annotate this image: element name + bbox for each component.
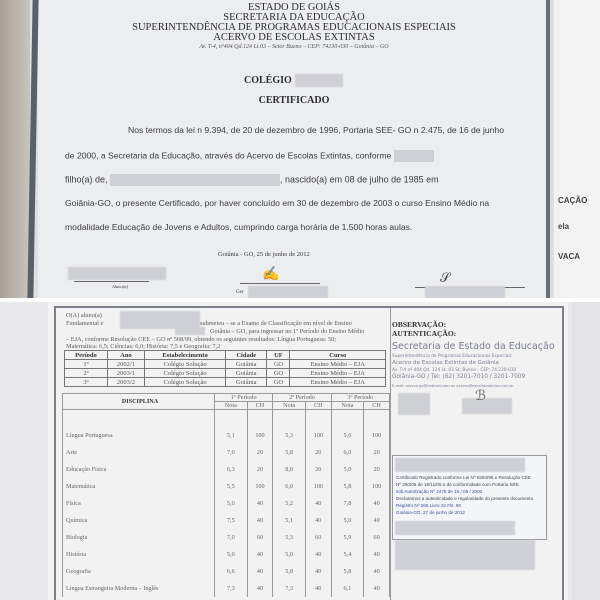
grade-cell: 40 [364, 512, 390, 529]
stamp-line: Acervo de Escolas Extintas de Goiânia [392, 360, 499, 366]
grade-cell: 100 [364, 478, 390, 495]
body-line: filho(a) de, [65, 174, 108, 185]
redacted-manager [248, 286, 328, 298]
grade-cell: 20 [247, 461, 273, 478]
intro-line: Fundamental e [66, 320, 104, 327]
header-line: ESTADO DE GOIÁS [248, 2, 340, 13]
body-line: modalidade Educação de Jovens e Adultos, cumprindo carga horária de 1.500 horas aulas. [65, 222, 413, 232]
stamp-line: Goiânia-GO / Tel: (62) 3201-7010 / 3201-7009 [392, 374, 526, 380]
grade-cell: 60 [364, 529, 390, 546]
observation-label: OBSERVAÇÃO: [392, 320, 447, 329]
grade-cell: 40 [364, 563, 390, 580]
grade-cell: 5,6 [331, 427, 364, 444]
grade-cell: 5,3 [273, 529, 306, 546]
grade-cell: 5,0 [215, 546, 248, 563]
signature-mark: 𝒮 [440, 270, 451, 285]
redacted-director [425, 286, 505, 298]
redacted-parents [110, 174, 280, 186]
body-line-row [65, 150, 545, 162]
manager-signature-label: Ger [236, 290, 244, 295]
body-line: Nos termos da lei n 9.394, de 20 de dezembro de 1996, Portaria SEE- GO n 2.475, de 16 de junho [128, 125, 504, 135]
grade-cell: 40 [305, 563, 331, 580]
signature-mark: ℬ [475, 389, 487, 404]
discipline-cell: Física [63, 495, 215, 512]
table-row [63, 495, 390, 512]
grade-cell: 8,0 [273, 461, 306, 478]
grade-cell: 7,8 [331, 495, 364, 512]
grade-cell: 20 [305, 461, 331, 478]
grade-cell: 40 [247, 512, 273, 529]
stamp-line: E-mail: acervo-ge@hotmail.com ou acervo@escolasextintas.com.br [392, 384, 514, 388]
grade-cell: 40 [364, 495, 390, 512]
intro-line: Matemática: 6,5; Ciências: 6,0; História: 7,5 e Geografia: 7,2 [66, 343, 221, 350]
grade-cell: 100 [247, 478, 273, 495]
grade-cell: 7,0 [215, 529, 248, 546]
side-text: CAÇÃO [558, 196, 588, 205]
school-label: COLÉGIO [244, 75, 292, 86]
redacted-school [295, 74, 343, 87]
discipline-cell: Língua Estrangeira Moderna – Inglês [63, 580, 215, 597]
intro-line: submeteu – se a Exame de Classificação em nível de Ensino [200, 320, 352, 327]
intro-line: – EJA, conforme Resolução CEE – GO nº 568/99, obtendo os seguintes resultados: Língua Portuguesa: 50; [66, 336, 337, 343]
table-row [63, 512, 390, 529]
grade-cell: 20 [364, 461, 390, 478]
grade-cell: 5,1 [273, 512, 306, 529]
grade-cell: 5,2 [273, 495, 306, 512]
redacted-signature [68, 267, 166, 280]
redacted-school [175, 327, 205, 335]
grade-cell: 5,8 [331, 563, 364, 580]
grade-cell: 40 [305, 512, 331, 529]
discipline-cell: Biologia [63, 529, 215, 546]
place-date: Goiânia - GO, 25 de junho de 2012 [218, 251, 310, 258]
grade-cell: 40 [305, 495, 331, 512]
grade-cell: 6,0 [331, 444, 364, 461]
table-row [63, 444, 390, 461]
table-row [63, 427, 390, 444]
grade-cell: 5,0 [273, 546, 306, 563]
grade-cell: 40 [305, 546, 331, 563]
discipline-cell: Geografia [63, 563, 215, 580]
grade-cell: 20 [364, 444, 390, 461]
intro-line: O(A) aluno(a) [66, 312, 102, 319]
registration-stamp: Certificado Registrado conforme Lei Nº 9394/96 e Resolução CEE Nº 260/05 de 18/11/05 e de conformidade com Portaria SEE sob Autorização Nº 2475 de 16 / 06 / 2000 Declaramos a autenticidade e regularidade do presente documento Registro Nº 265 Livro 22 Fls. 90 Goiânia-GO, 27 de junho de 2012 [392, 455, 547, 540]
stamp-line: Av. T-4 nº 404 Qd. 124 Lt. 03 St. Bueno - CEP: 74.230-030 [392, 368, 517, 373]
grade-cell: 6,1 [331, 580, 364, 597]
grade-cell: 7,0 [215, 444, 248, 461]
discipline-cell: Língua Portuguesa [63, 427, 215, 444]
redacted-signature [398, 393, 430, 415]
signature-mark: ✍ [262, 267, 280, 282]
grade-cell: 20 [247, 444, 273, 461]
grade-cell: 100 [247, 427, 273, 444]
grade-cell: 5,8 [331, 478, 364, 495]
grade-cell: 7,5 [215, 512, 248, 529]
grade-cell: 5,8 [273, 563, 306, 580]
header-line: ACERVO DE ESCOLAS EXTINTAS [213, 32, 375, 43]
periods-table: Período Ano Estabelecimento Cidade UF Curso 1º 2002/1 Colégio Solução Goiânia GO Ensino Médio – EJA 2º 2003/1 Colégio Solução Goiânia GO Ensino Médio – EJA 3º 2003/2 Colégio Solução Goiânia GO Ensino Médio – EJA [64, 350, 386, 387]
stamp-line: Superintendência de Programas Educacionais Especiais [392, 354, 512, 359]
grade-cell: 5,8 [273, 444, 306, 461]
grade-cell: 100 [305, 478, 331, 495]
redacted-name [394, 150, 434, 162]
grade-cell: 40 [364, 580, 390, 597]
grade-cell: 7,3 [273, 580, 306, 597]
header-line: SUPERINTENDÊNCIA DE PROGRAMAS EDUCACIONAIS ESPECIAIS [132, 22, 456, 33]
body-line: Goiânia-GO, o presente Certificado, por haver concluído em 30 de dezembro de 2003 o curso Ensino Médio na [65, 198, 490, 208]
table-row [63, 563, 390, 580]
student-signature-label: Aluno(a) [112, 284, 128, 289]
grade-cell: 100 [305, 427, 331, 444]
side-text: VACA [558, 252, 581, 261]
grade-cell: 40 [247, 495, 273, 512]
grade-cell: 7,3 [215, 580, 248, 597]
grade-cell: 40 [305, 580, 331, 597]
grade-cell: 100 [364, 427, 390, 444]
table-row: 3º 2003/2 Colégio Solução Goiânia GO Ensino Médio – EJA [65, 378, 386, 387]
side-text: ela [558, 222, 570, 231]
grade-cell: 5,0 [331, 512, 364, 529]
intro-line: Goiânia – GO, para ingressar no 1º Período do Ensino Médio [210, 328, 365, 335]
grade-cell: 40 [247, 563, 273, 580]
table-row [63, 478, 390, 495]
grade-cell: 5,3 [273, 427, 306, 444]
grade-cell: 5,5 [215, 478, 248, 495]
discipline-cell: Matemática [63, 478, 215, 495]
grade-cell: 5,4 [331, 546, 364, 563]
adjacent-page [572, 302, 600, 600]
body-line-row [65, 174, 545, 186]
grade-cell: 5,0 [331, 461, 364, 478]
grade-cell: 6,6 [215, 563, 248, 580]
redacted-area [395, 540, 535, 570]
authentication-label: AUTENTICAÇÃO: [392, 329, 457, 338]
table-row: 1º 2002/1 Colégio Solução Goiânia GO Ensino Médio – EJA [65, 360, 386, 369]
grade-cell: 6,3 [215, 461, 248, 478]
header-line: SECRETARIA DA EDUCAÇÃO [223, 12, 365, 23]
grade-cell: 40 [247, 580, 273, 597]
grade-cell: 5,9 [331, 529, 364, 546]
table-row [63, 529, 390, 546]
discipline-cell: Educação Física [63, 461, 215, 478]
background-surface [0, 0, 30, 298]
table-row: 2º 2003/1 Colégio Solução Goiânia GO Ensino Médio – EJA [65, 369, 386, 378]
grade-cell: 20 [305, 444, 331, 461]
grade-cell: 5,1 [215, 427, 248, 444]
grade-cell: 60 [305, 529, 331, 546]
grades-table: DISCIPLINA 1º Período 2º Período 3º Período Nota CH Nota CH Nota CH Língua Portuguesa 5,1 100 5,3 100 5,6 100 Arte 7,0 20 5,8 20 6,0 20 Educação Física 6,3 20 8,0 20 5,0 20 Matemática 5,5 100 6,0 100 5,8 100 Física 5,0 40 5,2 40 7,8 40 Química 7,5 40 5,1 40 5,0 40 Biologia 7,0 60 5,3 60 5,9 60 História 5,0 40 5,0 40 5,4 40 Geografia 6,6 40 5,8 40 5,8 40 Língua Estrangeira Moderna – Inglês 7,3 40 7,3 40 6,1 40 [62, 393, 390, 597]
grade-cell: 60 [247, 529, 273, 546]
discipline-cell: História [63, 546, 215, 563]
redacted-signature [462, 398, 512, 414]
body-line: de 2000, a Secretaria da Educação, através do Acervo de Escolas Extintas, conforme [65, 150, 392, 161]
stamp-title: Secretaria de Estado da Educação [392, 341, 555, 352]
grade-cell: 40 [364, 546, 390, 563]
grade-cell: 40 [247, 546, 273, 563]
body-line: , nascido(a) em 08 de julho de 1985 em [280, 174, 439, 185]
address: Av. T-4, nº404 Qd.124 Lt.03 – Setor Bueno – CEP: 74230-030 – Goiânia – GO [199, 44, 389, 50]
table-row [63, 461, 390, 478]
discipline-cell: Arte [63, 444, 215, 461]
grade-cell: 6,0 [273, 478, 306, 495]
discipline-cell: Química [63, 512, 215, 529]
certificate-title: CERTIFICADO [258, 95, 330, 106]
table-row [63, 546, 390, 563]
table-row [63, 580, 390, 597]
grade-cell: 5,0 [215, 495, 248, 512]
certificate-photo [0, 0, 600, 298]
